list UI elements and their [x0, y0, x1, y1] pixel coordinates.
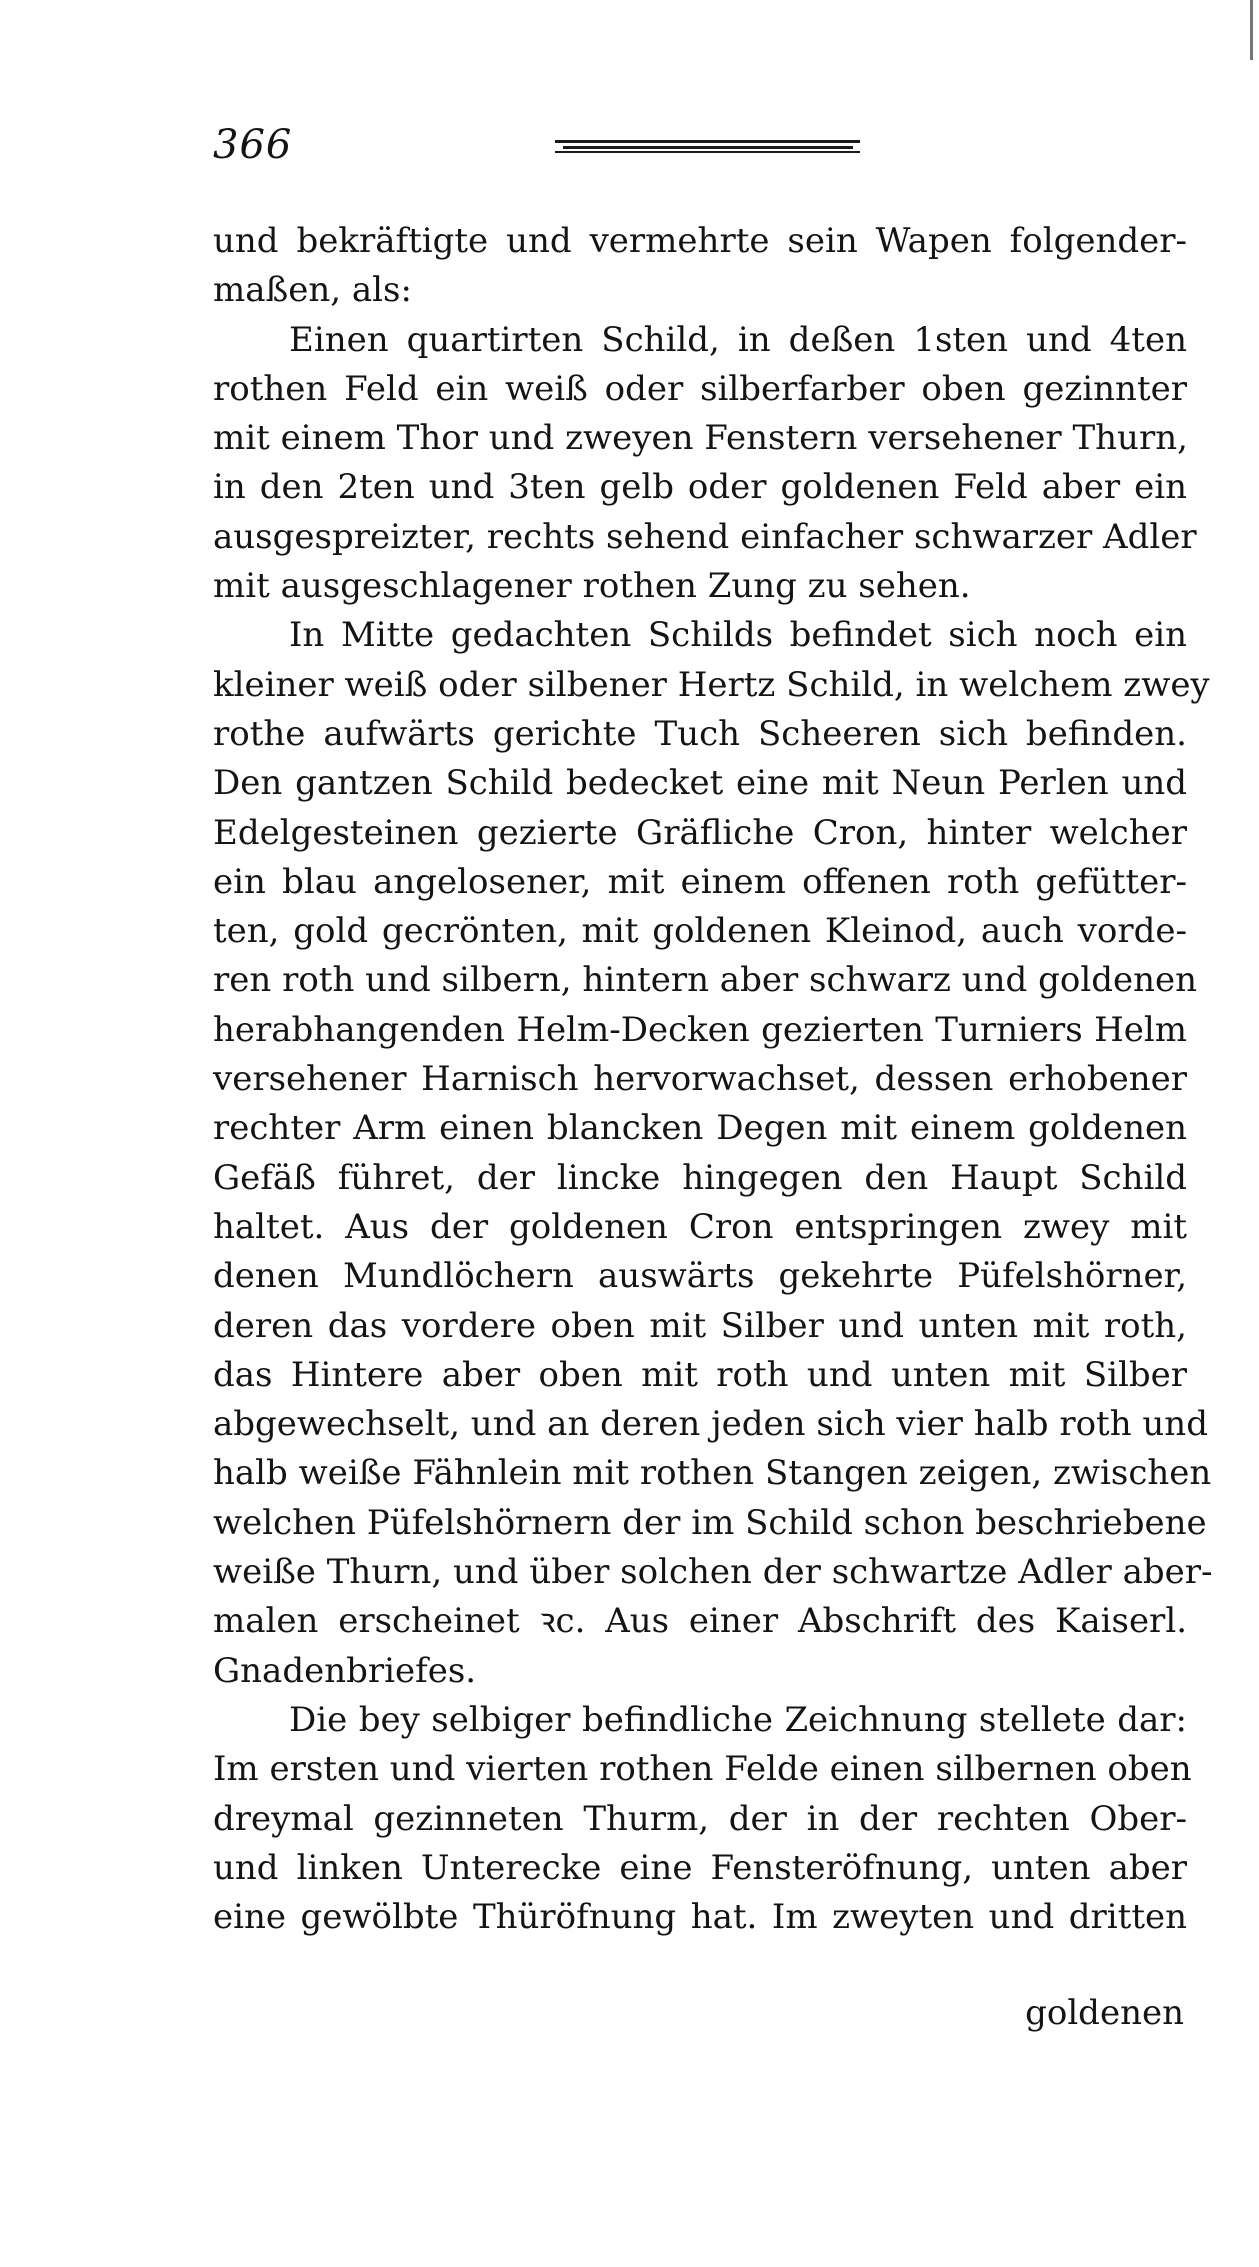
text-line: Gefäß führet, der lincke hingegen den Haupt Schild [213, 1157, 1187, 1198]
body-text [213, 217, 1213, 1942]
text-line: Edelgesteinen gezierte Gräfliche Cron, hinter welcher [213, 812, 1187, 853]
text-line: herabhangenden Helm-Decken gezierten Turniers Helm [213, 1009, 1187, 1050]
catchword: goldenen [1025, 1993, 1184, 2033]
text-line: kleiner weiß oder silbener Hertz Schild, in welchem zwey [213, 664, 1210, 705]
page-edge-mark [1250, 0, 1253, 60]
text-line: Gnadenbriefes. [213, 1650, 477, 1691]
text-line: welchen Püfelshörnern der im Schild schon beschriebene [213, 1502, 1207, 1543]
text-line: ren roth und silbern, hintern aber schwarz und goldenen [213, 960, 1198, 1001]
text-line: mit einem Thor und zweyen Fenstern versehener Thurn, [213, 418, 1188, 459]
text-line: In Mitte gedachten Schilds befindet sich noch ein [289, 615, 1187, 656]
text-line: weiße Thurn, und über solchen der schwartze Adler aber- [213, 1552, 1213, 1593]
text-line: in den 2ten und 3ten gelb oder goldenen Feld aber ein [213, 467, 1187, 508]
text-line: ein blau angelosener, mit einem offenen roth gefütter- [213, 861, 1187, 902]
text-line: rothe aufwärts gerichte Tuch Scheeren sich befinden. [213, 713, 1187, 754]
rule-line [555, 151, 860, 153]
text-line: eine gewölbte Thüröfnung hat. Im zweyten und dritten [213, 1897, 1187, 1938]
text-line: ten, gold gecrönten, mit goldenen Kleinod, auch vorde- [213, 911, 1187, 952]
text-line: abgewechselt, und an deren jeden sich vier halb roth und [213, 1404, 1208, 1445]
text-line: Die bey selbiger befindliche Zeichnung stellete dar: [289, 1699, 1187, 1740]
rule-line [563, 146, 853, 149]
text-line: ausgespreizter, rechts sehend einfacher schwarzer Adler [213, 516, 1197, 557]
text-line: rechter Arm einen blancken Degen mit einem goldenen [213, 1108, 1187, 1149]
text-line: rothen Feld ein weiß oder silberfarber oben gezinnter [213, 368, 1187, 409]
text-line: malen erscheinet ꝛc. Aus einer Abschrift des Kaiserl. [213, 1601, 1187, 1642]
text-line: halb weiße Fähnlein mit rothen Stangen zeigen, zwischen [213, 1453, 1212, 1494]
page-number: 366 [213, 122, 293, 168]
rule-line [555, 140, 860, 143]
text-line: haltet. Aus der goldenen Cron entspringen zwey mit [213, 1206, 1187, 1247]
text-line: mit ausgeschlagener rothen Zung zu sehen. [213, 566, 971, 607]
text-line: und bekräftigte und vermehrte sein Wapen folgender- [213, 221, 1187, 261]
text-line: deren das vordere oben mit Silber und unten mit roth, [213, 1305, 1187, 1346]
text-line: versehener Harnisch hervorwachset, dessen erhobener [213, 1059, 1187, 1100]
text-line: maßen, als: [213, 270, 412, 311]
header-ornament-rule [555, 140, 860, 152]
text-line: Einen quartirten Schild, in deßen 1sten und 4ten [289, 319, 1187, 360]
text-line: denen Mundlöchern auswärts gekehrte Püfelshörner, [213, 1256, 1187, 1297]
text-line: dreymal gezinneten Thurm, der in der rechten Ober- [213, 1798, 1187, 1839]
text-line: Im ersten und vierten rothen Felde einen silbernen oben [213, 1749, 1192, 1790]
text-line: das Hintere aber oben mit roth und unten mit Silber [213, 1354, 1187, 1395]
text-line: Den gantzen Schild bedecket eine mit Neun Perlen und [213, 763, 1187, 804]
text-line: und linken Unterecke eine Fensteröfnung, unten aber [213, 1847, 1187, 1888]
